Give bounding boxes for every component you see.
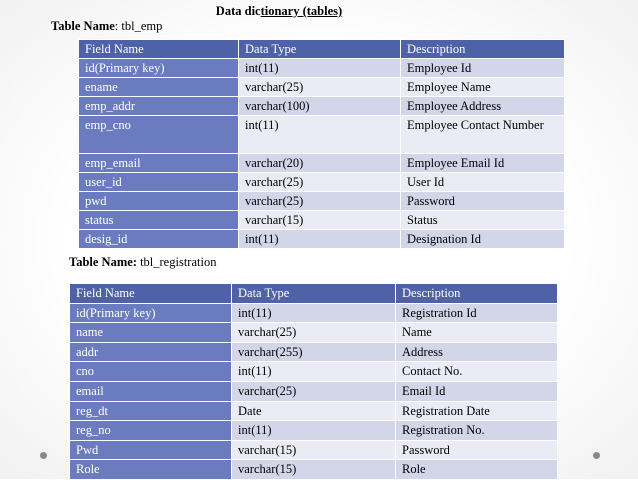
- data-type-cell: varchar(25): [232, 323, 396, 343]
- data-type-cell: varchar(25): [239, 173, 401, 192]
- table-row: [70, 460, 558, 480]
- data-type-cell: varchar(15): [232, 440, 396, 460]
- data-type-cell: int(11): [232, 303, 396, 323]
- description-cell: Registration No.: [396, 421, 558, 441]
- description-cell: Employee Name: [401, 78, 565, 97]
- header-field-name: Field Name: [70, 284, 232, 304]
- description-cell: Employee Address: [401, 97, 565, 116]
- field-name-cell: pwd: [79, 192, 239, 211]
- data-type-cell: varchar(15): [239, 211, 401, 230]
- table-row: [79, 192, 565, 211]
- field-name-cell: emp_cno: [79, 116, 239, 154]
- table-tbl-registration: [69, 283, 558, 480]
- table-tbl-emp: [78, 39, 565, 249]
- description-cell: Employee Contact Number: [401, 116, 565, 154]
- description-cell: Registration Id: [396, 303, 558, 323]
- slide-decoration-dot-left: [40, 452, 47, 459]
- field-name-cell: user_id: [79, 173, 239, 192]
- page-title-part2: tionary (tables): [260, 4, 343, 18]
- description-cell: Designation Id: [401, 230, 565, 249]
- table2-name-label: Table Name:: [69, 255, 137, 269]
- field-name-cell: id(Primary key): [79, 59, 239, 78]
- table-row: [70, 421, 558, 441]
- table-header-row: [79, 40, 565, 59]
- field-name-cell: email: [70, 381, 232, 401]
- data-type-cell: varchar(100): [239, 97, 401, 116]
- description-cell: Registration Date: [396, 401, 558, 421]
- data-type-cell: int(11): [232, 362, 396, 382]
- header-description: Description: [401, 40, 565, 59]
- page-title-part1: Data dic: [215, 4, 261, 18]
- data-type-cell: varchar(255): [232, 342, 396, 362]
- field-name-cell: addr: [70, 342, 232, 362]
- data-type-cell: varchar(25): [232, 381, 396, 401]
- table-row: [70, 362, 558, 382]
- table1-name: [51, 19, 162, 34]
- table-row: [70, 342, 558, 362]
- header-data-type: Data Type: [239, 40, 401, 59]
- data-type-cell: varchar(15): [232, 460, 396, 480]
- description-cell: Employee Id: [401, 59, 565, 78]
- field-name-cell: id(Primary key): [70, 303, 232, 323]
- table-row: [79, 230, 565, 249]
- description-cell: Name: [396, 323, 558, 343]
- slide-decoration-dot-right: [593, 452, 600, 459]
- description-cell: Email Id: [396, 381, 558, 401]
- table1-name-label: Table Name: [51, 19, 115, 33]
- table2-name-value: tbl_registration: [136, 255, 217, 269]
- table-row: [79, 154, 565, 173]
- field-name-cell: desig_id: [79, 230, 239, 249]
- table2-name: [69, 255, 216, 270]
- field-name-cell: ename: [79, 78, 239, 97]
- description-cell: Contact No.: [396, 362, 558, 382]
- field-name-cell: Pwd: [70, 440, 232, 460]
- table1-name-value: : tbl_emp: [114, 19, 163, 33]
- table-row: [79, 97, 565, 116]
- data-type-cell: varchar(20): [239, 154, 401, 173]
- field-name-cell: emp_email: [79, 154, 239, 173]
- table-row: [70, 381, 558, 401]
- data-type-cell: Date: [232, 401, 396, 421]
- header-data-type: Data Type: [232, 284, 396, 304]
- field-name-cell: reg_no: [70, 421, 232, 441]
- table-row: [70, 401, 558, 421]
- table-row: [79, 116, 565, 154]
- table-header-row: [70, 284, 558, 304]
- table-row: [70, 323, 558, 343]
- description-cell: Password: [401, 192, 565, 211]
- field-name-cell: Role: [70, 460, 232, 480]
- data-type-cell: int(11): [239, 116, 401, 154]
- header-field-name: Field Name: [79, 40, 239, 59]
- data-type-cell: int(11): [239, 230, 401, 249]
- table-row: [70, 303, 558, 323]
- table-row: [79, 211, 565, 230]
- description-cell: Employee Email Id: [401, 154, 565, 173]
- data-type-cell: varchar(25): [239, 78, 401, 97]
- field-name-cell: cno: [70, 362, 232, 382]
- data-type-cell: int(11): [232, 421, 396, 441]
- description-cell: Password: [396, 440, 558, 460]
- table-row: [79, 173, 565, 192]
- description-cell: Role: [396, 460, 558, 480]
- header-description: Description: [396, 284, 558, 304]
- table-row: [79, 59, 565, 78]
- table-row: [79, 78, 565, 97]
- data-type-cell: int(11): [239, 59, 401, 78]
- table-row: [70, 440, 558, 460]
- description-cell: User Id: [401, 173, 565, 192]
- page-title: [0, 4, 558, 19]
- field-name-cell: status: [79, 211, 239, 230]
- data-type-cell: varchar(25): [239, 192, 401, 211]
- description-cell: Status: [401, 211, 565, 230]
- description-cell: Address: [396, 342, 558, 362]
- field-name-cell: reg_dt: [70, 401, 232, 421]
- field-name-cell: emp_addr: [79, 97, 239, 116]
- field-name-cell: name: [70, 323, 232, 343]
